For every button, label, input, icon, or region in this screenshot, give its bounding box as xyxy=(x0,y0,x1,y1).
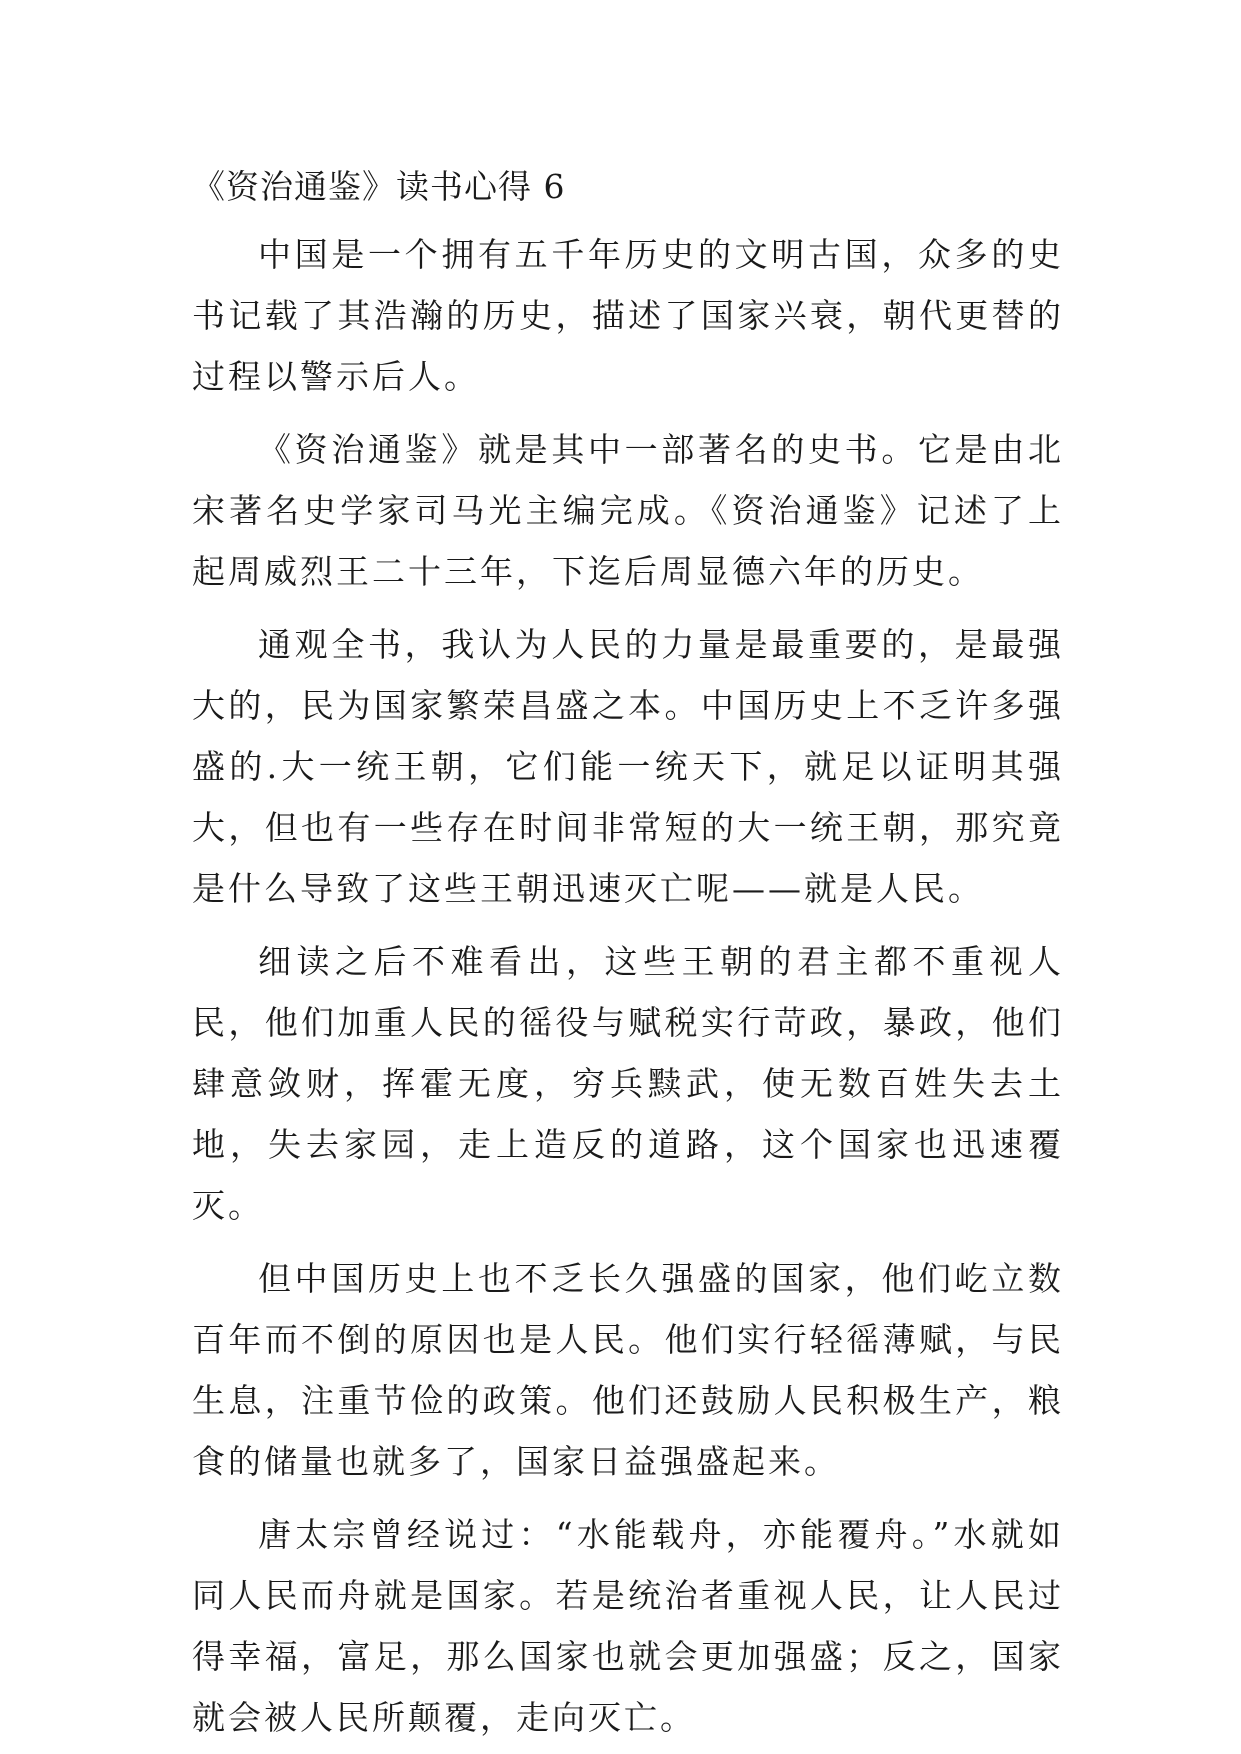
document-page xyxy=(192,162,1064,1748)
paragraph: 中国是一个拥有五千年历史的文明古国，众多的史书记载了其浩瀚的历史，描述了国家兴衰，朝代更替的过程以警示后人。 xyxy=(192,235,1064,396)
paragraph: 但中国历史上也不乏长久强盛的国家，他们屹立数百年而不倒的原因也是人民。他们实行轻徭薄赋，与民生息，注重节俭的政策。他们还鼓励人民积极生产，粮食的储量也就多了，国家日益强盛起来。 xyxy=(192,1259,1064,1481)
paragraph: 细读之后不难看出，这些王朝的君主都不重视人民，他们加重人民的徭役与赋税实行苛政，暴政，他们肆意敛财，挥霍无度，穷兵黩武，使无数百姓失去土地，失去家园，走上造反的道路，这个国家也迅速覆灭。 xyxy=(192,942,1064,1225)
paragraph: 通观全书，我认为人民的力量是最重要的，是最强大的，民为国家繁荣昌盛之本。中国历史上不乏许多强盛的.大一统王朝，它们能一统天下，就足以证明其强大，但也有一些存在时间非常短的大一统王朝，那究竟是什么导致了这些王朝迅速灭亡呢——就是人民。 xyxy=(192,625,1064,908)
paragraph: 唐太宗曾经说过：“水能载舟，亦能覆舟。”水就如同人民而舟就是国家。若是统治者重视人民，让人民过得幸福，富足，那么国家也就会更加强盛；反之，国家就会被人民所颠覆，走向灭亡。 xyxy=(192,1515,1064,1737)
paragraph: 《资治通鉴》就是其中一部著名的史书。它是由北宋著名史学家司马光主编完成。《资治通鉴》记述了上起周威烈王二十三年，下迄后周显德六年的历史。 xyxy=(192,430,1064,591)
document-title: 《资治通鉴》读书心得 6 xyxy=(192,167,566,206)
